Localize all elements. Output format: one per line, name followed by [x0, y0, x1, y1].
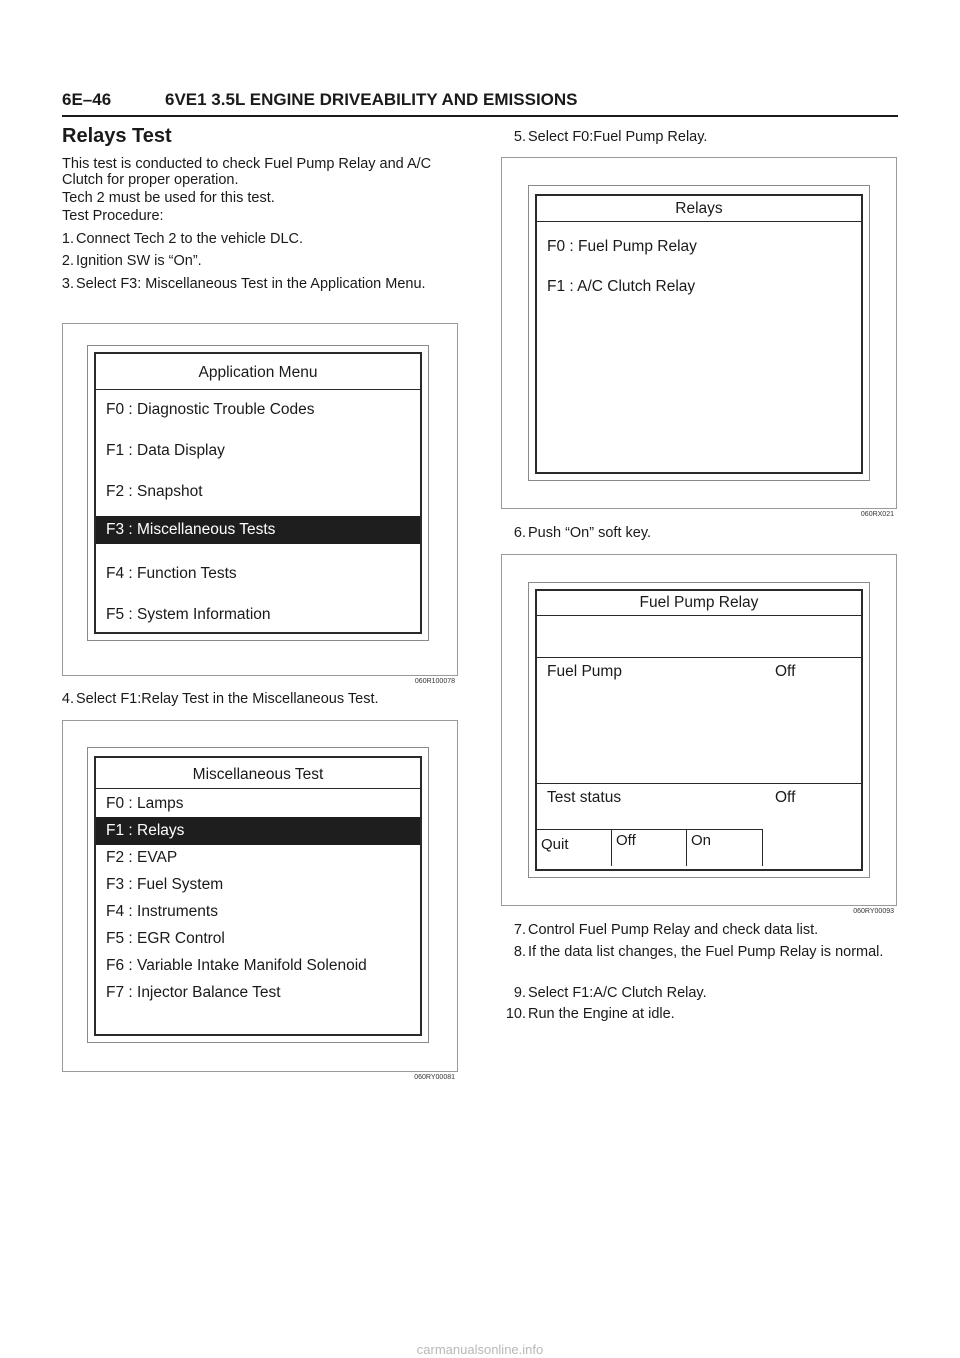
screen-divider — [537, 657, 861, 658]
step-number: 1. — [61, 231, 74, 247]
step-text: Control Fuel Pump Relay and check data list. — [528, 922, 819, 938]
step-number: 8. — [513, 944, 526, 960]
header-rule — [62, 115, 898, 117]
intro-line-2: Clutch for proper operation. — [62, 172, 239, 188]
menu-item-f7[interactable]: F7 : Injector Balance Test — [106, 984, 281, 1001]
menu-item-f3-selected[interactable]: F3 : Miscellaneous Tests — [96, 516, 420, 544]
screen-divider — [96, 788, 420, 789]
step-number: 9. — [513, 985, 526, 1001]
step-6 — [500, 524, 898, 543]
step-2 — [48, 252, 460, 271]
menu-item-f0[interactable]: F0 : Lamps — [106, 795, 184, 812]
menu-item-f1[interactable]: F1 : A/C Clutch Relay — [547, 278, 696, 295]
step-text: Select F3: Miscellaneous Test in the Application Menu. — [76, 276, 426, 292]
intro-line-3: Tech 2 must be used for this test. — [62, 190, 275, 206]
step-text: Select F0:Fuel Pump Relay. — [528, 129, 708, 145]
step-5 — [500, 128, 898, 147]
menu-item-f6[interactable]: F6 : Variable Intake Manifold Solenoid — [106, 957, 367, 974]
figure-id: 060R100078 — [414, 678, 455, 685]
tech2-screen — [94, 352, 422, 634]
step-number: 2. — [61, 253, 74, 269]
section-title: Relays Test — [62, 125, 172, 147]
step-7 — [500, 921, 898, 940]
step-10 — [500, 1005, 898, 1024]
step-text: If the data list changes, the Fuel Pump Relay is normal. — [528, 944, 884, 960]
tech2-screen-frame — [87, 747, 429, 1043]
step-text: Select F1:Relay Test in the Miscellaneous Test. — [76, 691, 379, 707]
step-number: 7. — [513, 922, 526, 938]
screen-title: Application Menu — [198, 364, 318, 381]
step-9 — [500, 984, 898, 1003]
tech2-screen-frame — [87, 345, 429, 641]
softkey-quit[interactable]: Quit — [537, 830, 612, 866]
step-number: 5. — [513, 129, 526, 145]
intro-line-1: This test is conducted to check Fuel Pump Relay and A/C — [62, 156, 432, 172]
figure-relays — [501, 157, 897, 518]
watermark-text: carmanualsonline.info — [416, 1342, 544, 1357]
softkey-off[interactable]: Off — [612, 830, 687, 866]
menu-item-f1-selected[interactable]: F1 : Relays — [96, 817, 420, 845]
step-text: Connect Tech 2 to the vehicle DLC. — [76, 231, 304, 247]
tech2-screen-frame — [528, 185, 870, 481]
step-text: Select F1:A/C Clutch Relay. — [528, 985, 707, 1001]
menu-item-f4[interactable]: F4 : Function Tests — [106, 565, 237, 582]
step-number: 4. — [61, 691, 74, 707]
page-number: 6E–46 — [62, 90, 112, 109]
menu-item-f0[interactable]: F0 : Fuel Pump Relay — [547, 238, 697, 255]
step-1 — [48, 230, 460, 249]
step-text: Push “On” soft key. — [528, 525, 652, 541]
menu-item-f4[interactable]: F4 : Instruments — [106, 903, 218, 920]
tech2-screen — [94, 756, 422, 1036]
param-fuel-pump-label: Fuel Pump — [547, 663, 622, 680]
param-fuel-pump-value: Off — [775, 663, 796, 680]
intro-line-4: Test Procedure: — [62, 208, 164, 224]
step-text: Run the Engine at idle. — [528, 1006, 675, 1022]
screen-title: Miscellaneous Test — [192, 766, 324, 783]
figure-id: 060RY00081 — [414, 1074, 455, 1081]
menu-item-f0[interactable]: F0 : Diagnostic Trouble Codes — [106, 401, 315, 418]
step-8 — [500, 943, 898, 983]
figure-fuel-pump-relay — [501, 554, 897, 915]
step-number: 10. — [505, 1006, 526, 1022]
tech2-screen — [535, 194, 863, 474]
step-3 — [48, 275, 460, 315]
figure-miscellaneous-test — [62, 720, 458, 1081]
tech2-screen — [535, 589, 863, 871]
step-4 — [48, 690, 460, 709]
softkey-on[interactable]: On — [687, 830, 763, 866]
page-header-title: 6VE1 3.5L ENGINE DRIVEABILITY AND EMISSIONS — [165, 90, 578, 109]
menu-item-f1[interactable]: F1 : Data Display — [106, 442, 225, 459]
screen-title: Relays — [675, 200, 723, 217]
menu-item-f2[interactable]: F2 : Snapshot — [106, 483, 203, 500]
test-status-value: Off — [775, 789, 796, 806]
screen-divider — [537, 221, 861, 222]
screen-title: Fuel Pump Relay — [639, 594, 759, 611]
figure-application-menu — [62, 323, 458, 685]
figure-id: 060RX021 — [860, 511, 894, 518]
tech2-screen-frame — [528, 582, 870, 878]
softkey-bar — [537, 829, 763, 866]
screen-divider — [537, 615, 861, 616]
screen-divider — [96, 389, 420, 390]
step-number: 3. — [61, 276, 74, 292]
menu-item-f5[interactable]: F5 : System Information — [106, 606, 271, 623]
test-status-label: Test status — [547, 789, 622, 806]
screen-divider — [537, 783, 861, 784]
menu-item-f3[interactable]: F3 : Fuel System — [106, 876, 224, 893]
menu-item-f5[interactable]: F5 : EGR Control — [106, 930, 225, 947]
figure-id: 060RY00093 — [853, 908, 894, 915]
menu-item-f2[interactable]: F2 : EVAP — [106, 849, 178, 866]
step-text: Ignition SW is “On”. — [76, 253, 202, 269]
step-number: 6. — [513, 525, 526, 541]
